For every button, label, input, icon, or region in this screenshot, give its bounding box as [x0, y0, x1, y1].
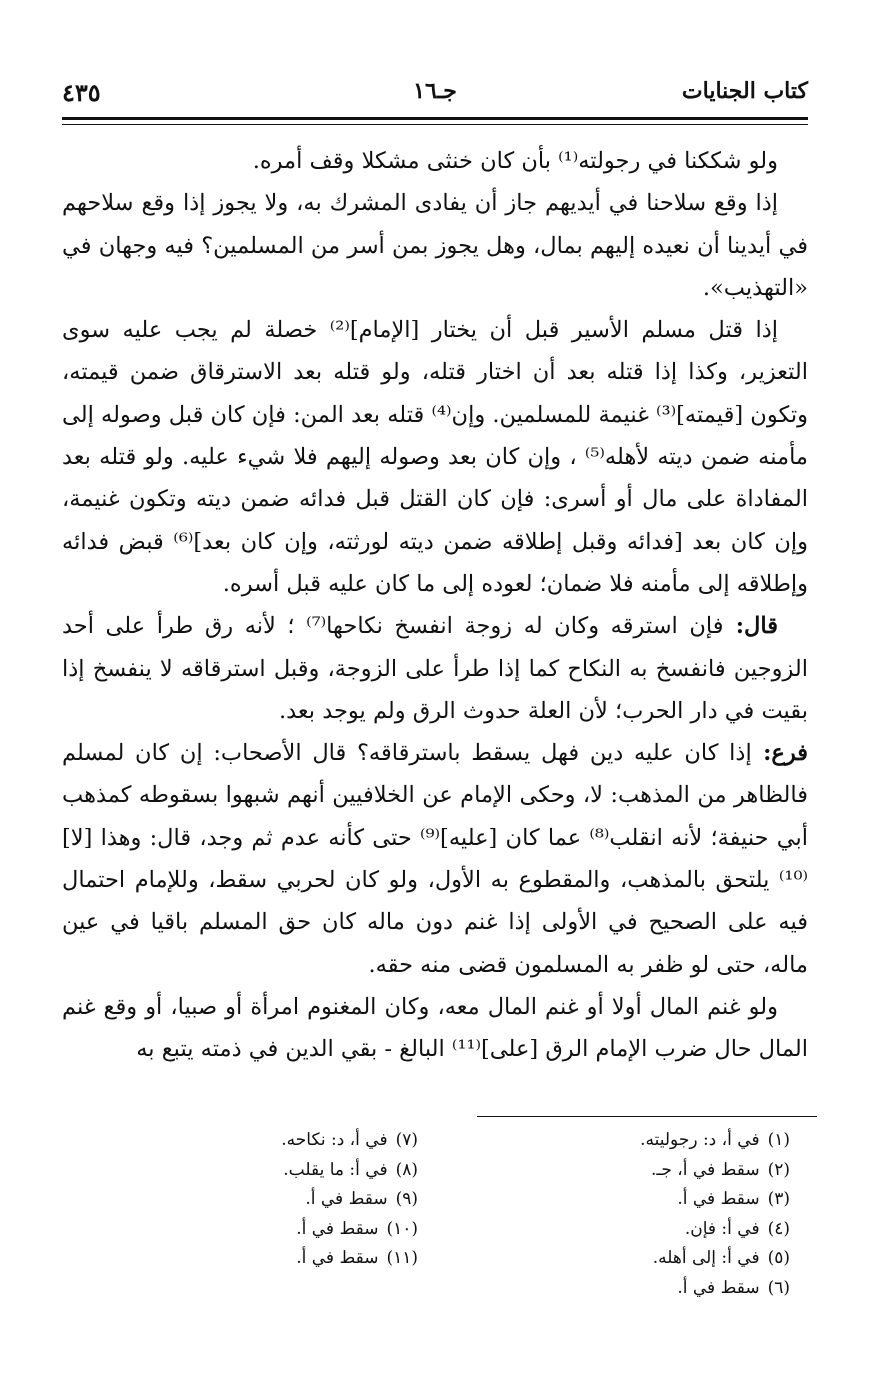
footnote-item: [460, 1244, 790, 1274]
footnote-number: (٧): [395, 1130, 418, 1150]
footnote-item: [88, 1126, 418, 1156]
footnote-text: في أ، د: نكاحه.: [281, 1130, 388, 1150]
footnote-number: (٨): [395, 1159, 418, 1180]
footnote-text: سقط في أ.: [677, 1189, 760, 1209]
footnote-number: (٢): [767, 1159, 790, 1180]
footnote-number: (٣): [767, 1189, 790, 1209]
footnote-text: سقط في أ، جـ.: [650, 1159, 760, 1180]
page-header: [62, 78, 808, 118]
footnote-item: [88, 1215, 418, 1245]
footnotes-column-right: [460, 1126, 790, 1303]
footnote-number: (٥): [767, 1248, 790, 1268]
footnote-item: [460, 1156, 790, 1186]
footnote-item: [88, 1156, 418, 1186]
footnote-separator: [477, 1116, 817, 1117]
volume-number: جـ١٦: [413, 78, 457, 104]
paragraph-4: [62, 605, 808, 732]
footnote-number: (٦): [767, 1277, 790, 1298]
footnote-text: في أ: إلى أهله.: [652, 1248, 760, 1268]
footnote-item: [88, 1244, 418, 1274]
footnote-text: سقط في أ.: [305, 1189, 388, 1209]
header-rule-thick: [62, 117, 808, 120]
footnote-text: في أ: ما يقلب.: [283, 1159, 388, 1180]
footnote-text: سقط في أ.: [296, 1218, 379, 1239]
footnote-number: (١١): [386, 1248, 418, 1268]
footnote-item: [88, 1185, 418, 1215]
main-text: [62, 140, 808, 1071]
footnote-item: [460, 1215, 790, 1245]
qala-label: قال:: [723, 613, 778, 640]
footnote-text: في أ، د: رجوليته.: [640, 1130, 760, 1150]
footnote-number: (٤): [767, 1218, 790, 1239]
footnote-item: [460, 1126, 790, 1156]
paragraph-4-text: فإن استرقه وكان له زوجة انفسخ نكاحها⁽⁷⁾ ؛ لأنه رق طرأ على أحد الزوجين فانفسخ به النكاح كما إذا طرأ على الزوجة، وقبل استرقاقه لا ينفسخ إذا بقيت في دار الحرب؛ لأن العلة حدوث الرق ولم يوجد بعد.: [62, 613, 808, 724]
footnotes-column-left: [88, 1126, 418, 1274]
footnote-number: (٩): [395, 1189, 418, 1209]
footnote-text: سقط في أ.: [296, 1248, 379, 1268]
paragraph-2: إذا وقع سلاحنا في أيديهم جاز أن يفادى المشرك به، ولا يجوز إذا وقع سلاحهم في أيدينا أن نعيده إليهم بمال، وهل يجوز بمن أسر من المسلمين؟ فيه وجهان في «التهذيب».: [62, 190, 808, 301]
footnote-number: (١٠): [386, 1218, 418, 1239]
header-rule-thin: [62, 124, 808, 125]
footnote-item: [460, 1274, 790, 1304]
paragraph-6: ولو غنم المال أولا أو غنم المال معه، وكان المغنوم امرأة أو صبيا، أو وقع غنم المال حال ضرب الإمام الرق [على]⁽¹¹⁾ البالغ - بقي الدين في ذمته يتبع به: [62, 993, 808, 1063]
paragraph-1: ولو شككنا في رجولته⁽¹⁾ بأن كان خنثى مشكلا وقف أمره.: [252, 148, 778, 174]
paragraph-5-text: إذا كان عليه دين فهل يسقط باسترقاقه؟ قال الأصحاب: إن كان لمسلم فالظاهر من المذهب: لا، وحكى الإمام عن الخلافيين أنهم شبهوا بسقوطه كمذهب أبي حنيفة؛ لأنه انقلب⁽⁸⁾ عما كان [عليه]⁽⁹⁾ حتى كأنه عدم ثم وجد، قال: وهذا [لا]⁽¹⁰⁾ يلتحق بالمذهب، والمقطوع به الأول، ولو كان لحربي سقط، وللإمام احتمال فيه على الصحيح في الأولى إذا غنم دون ماله كان حق المسلم باقيا في عين ماله، حتى لو ظفر به المسلمون قضى منه حقه.: [62, 740, 808, 978]
footnote-item: [460, 1185, 790, 1215]
paragraph-3: إذا قتل مسلم الأسير قبل أن يختار [الإمام]⁽²⁾ خصلة لم يجب عليه سوى التعزير، وكذا إذا قتله بعد أن اختار قتله، ولو قتله بعد الاسترقاق ضمن قيمته، وتكون [قيمته]⁽³⁾ غنيمة للمسلمين. وإن⁽⁴⁾ قتله بعد المن: فإن كان قبل وصوله إلى مأمنه ضمن ديته لأهله⁽⁵⁾ ، وإن كان بعد وصوله إليهم فلا شيء عليه. ولو قتله بعد المفاداة على مال أو أسرى: فإن كان القتل قبل فدائه ضمن ديته وتكون غنيمة، وإن كان بعد [فدائه وقبل إطلاقه ضمن ديته لورثته، وإن كان بعد]⁽⁶⁾ قبض فدائه وإطلاقه إلى مأمنه فلا ضمان؛ لعوده إلى ما كان عليه قبل أسره.: [62, 317, 808, 597]
paragraph-5: [62, 732, 808, 986]
book-title: كتاب الجنايات: [681, 78, 808, 104]
footnote-text: في أ: فإن.: [684, 1218, 760, 1239]
footnote-number: (١): [767, 1130, 790, 1150]
page-number: ٤٣٥: [62, 78, 101, 107]
far-label: فرع:: [751, 740, 808, 767]
footnote-text: سقط في أ.: [677, 1277, 760, 1298]
